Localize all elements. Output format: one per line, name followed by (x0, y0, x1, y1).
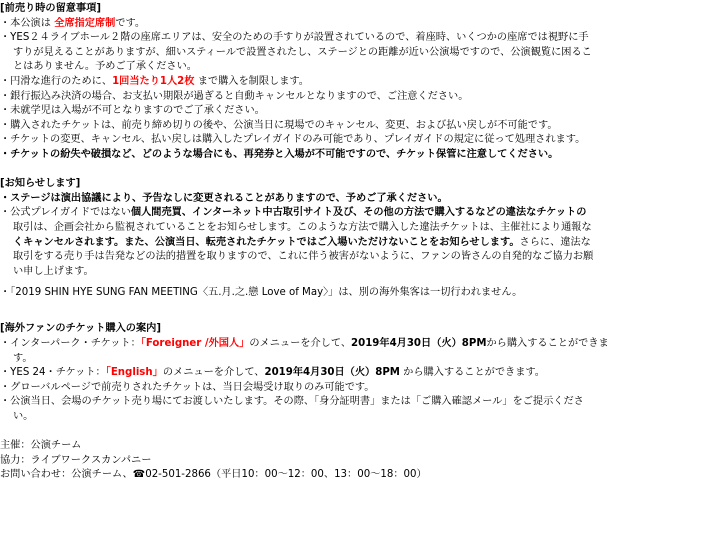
text-line: ・チケットの変更、キャンセル、払い戻しは購入したプレイガイドのみ可能であり、プレイガイドの規定に従って処理されます。 (0, 134, 586, 146)
text-line: 取引をする売り手は告発などの法的措置を取りますので、これに伴う被害がないように、ファンの皆さんの自発的なご協力お願 (13, 251, 594, 263)
text-line: ・円滑な進行のために、1回当たり1人2枚 まで購入を制限します。 (0, 75, 309, 87)
text-line: ・YES 24・チケット：「English」のメニューを介して、2019年4月30日（火）8PM から購入することができます。 (0, 367, 545, 379)
text-line: ・未就学児は入場が不可となりますのでご了承ください。 (0, 105, 265, 117)
text-line-bold: ・チケットの紛失や破損など、どのような場合にも、再発券と入場が不可能ですので、チケット保管に注意してください。 (0, 148, 559, 160)
text-line: とはありません。予めご了承ください。 (13, 61, 197, 73)
text-line: ・公式プレイガイドではない個人間売買、インターネット中古取引サイト及び、その他の方法で購入するなどの違法なチケットの (0, 207, 587, 219)
text-line: ・本公演は 全席指定席制です。 (0, 17, 146, 29)
text-line: ・購入されたチケットは、前売り締め切りの後や、公演当日に現場でのキャンセル、変更、および払い戻しが不可能です。 (0, 119, 558, 131)
phone-icon: ☎ (132, 469, 146, 481)
text-line: い申し上げます。 (13, 265, 94, 277)
text-line: ・銀行振込み決済の場合、お支払い期限が過ぎると自動キャンセルとなりますので、ご注意ください。 (0, 90, 469, 102)
text-line-bold: ・ステージは演出協議により、予告なしに変更されることがありますので、予めご了承ください。 (0, 192, 448, 204)
highlight-english-menu: 「English」 (105, 367, 163, 379)
text-line: ・インターパーク・チケット：「Foreigner /外国人」のメニューを介して、2019年4月30日（火）8PMから購入することができま (0, 338, 609, 350)
cooperation-line: 協力：ライブワークスカンパニー (0, 454, 152, 466)
text-line: い。 (13, 411, 34, 423)
text-line: くキャンセルされます。また、公演当日、転売されたチケットではご入場いただけないことをお知らせします。さらに、違法な (13, 236, 591, 248)
notice-document (0, 2, 700, 483)
section-title-precautions: [前売り時の留意事項] (0, 3, 101, 14)
highlight-reserved-seating: 全席指定席制 (54, 17, 116, 29)
text-line: ・YES２４ライブホール２階の座席エリアは、安全のための手すりが設置されているので、着座時、いくつかの座席では視野に手 (0, 32, 589, 44)
organizer-line: 主催：公演チーム (0, 440, 82, 452)
text-line: ・グローバルページで前売りされたチケットは、当日会場受け取りのみ可能です。 (0, 381, 375, 393)
inquiry-line: お問い合わせ：公演チーム、☎02-501-2866（平日10：00～12：00、13：00～18：00） (0, 468, 700, 483)
text-line: す。 (13, 352, 33, 364)
highlight-foreigner-menu: 「Foreigner /外国人」 (140, 338, 250, 350)
section-title-overseas: [海外ファンのチケット購入の案内] (0, 323, 162, 335)
text-line: ・「2019 SHIN HYE SUNG FAN MEETING〈五.月.之.戀 Love of May〉」は、別の海外集客は一切行われません。 (0, 287, 523, 299)
text-line: ・公演当日、会場のチケット売り場にてお渡しいたします。その際、「身分証明書」または「ご購入確認メール」をご提示くださ (0, 396, 584, 408)
text-line: 取引は、企画会社から監視されていることをお知らせします。このような方法で購入した違法チケットは、主催社により通報な (13, 221, 592, 233)
highlight-ticket-limit: 1回当たり1人2枚 (112, 75, 195, 87)
text-line: すりが見えることがありますが、細いスティールで設置されたし、ステージとの距離が近い公演場ですので、公演観覧に困るこ (13, 46, 592, 58)
section-title-notice: [お知らせします] (0, 178, 81, 190)
